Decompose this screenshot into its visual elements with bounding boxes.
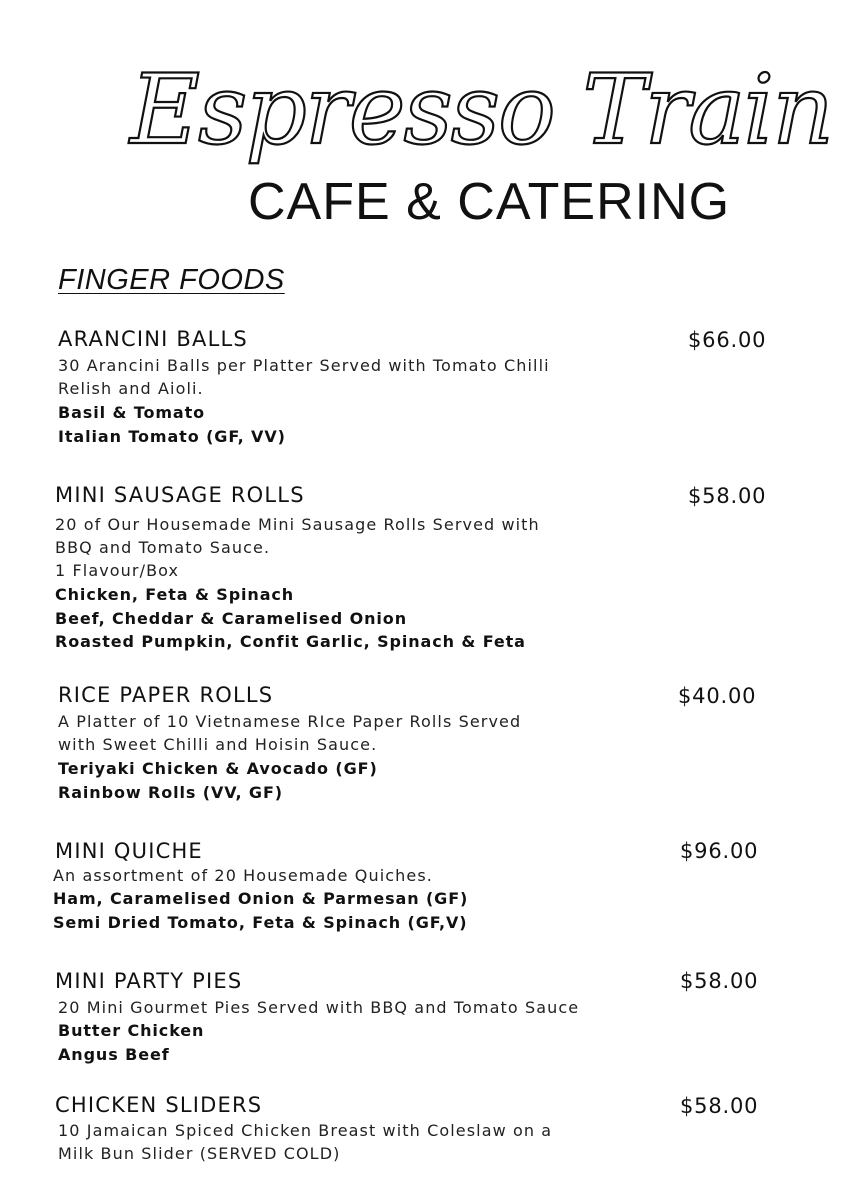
item-description xyxy=(53,864,433,887)
description-line: 20 Mini Gourmet Pies Served with BBQ and Tomato Sauce xyxy=(58,998,580,1017)
option: Roasted Pumpkin, Confit Garlic, Spinach & Feta xyxy=(55,632,526,651)
item-name: MINI QUICHE xyxy=(55,839,203,863)
item-description xyxy=(55,513,540,582)
item-price: $66.00 xyxy=(688,328,767,352)
option: Chicken, Feta & Spinach xyxy=(55,585,295,604)
logo-script-svg xyxy=(120,38,833,188)
subtitle: CAFE & CATERING xyxy=(248,173,731,231)
item-description xyxy=(58,996,579,1019)
item-name: CHICKEN SLIDERS xyxy=(55,1093,263,1117)
logo-script-title xyxy=(120,38,833,188)
item-price: $58.00 xyxy=(680,969,759,993)
item-options xyxy=(53,887,468,934)
item-price: $96.00 xyxy=(680,839,759,863)
description-line: 30 Arancini Balls per Platter Served with Tomato Chilli xyxy=(58,356,550,375)
item-name: MINI PARTY PIES xyxy=(55,969,243,993)
description-line: Milk Bun Slider (SERVED COLD) xyxy=(58,1144,341,1163)
option: Basil & Tomato xyxy=(58,403,206,422)
item-options xyxy=(58,757,378,804)
description-line: BBQ and Tomato Sauce. xyxy=(55,538,271,557)
item-name: MINI SAUSAGE ROLLS xyxy=(55,483,305,507)
item-price: $58.00 xyxy=(688,484,767,508)
option: Angus Beef xyxy=(58,1044,170,1064)
option: Butter Chicken xyxy=(58,1021,205,1040)
description-line: with Sweet Chilli and Hoisin Sauce. xyxy=(58,735,378,754)
item-price: $58.00 xyxy=(680,1094,759,1118)
item-options xyxy=(55,583,526,654)
item-name: RICE PAPER ROLLS xyxy=(58,683,274,707)
item-price: $40.00 xyxy=(678,684,757,708)
option: Beef, Cheddar & Caramelised Onion xyxy=(55,608,407,628)
logo-script-text: Espresso Train xyxy=(130,54,833,166)
item-description xyxy=(58,354,550,400)
section-title: FINGER FOODS xyxy=(58,264,285,296)
item-name: ARANCINI BALLS xyxy=(58,327,248,351)
option: Teriyaki Chicken & Avocado (GF) xyxy=(58,759,378,778)
description-line: 1 Flavour/Box xyxy=(55,561,180,580)
option: Rainbow Rolls (VV, GF) xyxy=(58,782,284,802)
item-description xyxy=(58,710,521,756)
option: Ham, Caramelised Onion & Parmesan (GF) xyxy=(53,889,469,908)
description-line: A Platter of 10 Vietnamese RIce Paper Rolls Served xyxy=(58,712,522,731)
item-options xyxy=(58,1019,204,1066)
item-options xyxy=(58,401,286,448)
option: Italian Tomato (GF, VV) xyxy=(58,426,286,446)
item-description xyxy=(58,1119,552,1165)
option: Semi Dried Tomato, Feta & Spinach (GF,V) xyxy=(53,912,468,932)
description-line: An assortment of 20 Housemade Quiches. xyxy=(53,866,433,885)
description-line: Relish and Aioli. xyxy=(58,379,204,398)
description-line: 20 of Our Housemade Mini Sausage Rolls Served with xyxy=(55,515,540,534)
description-line: 10 Jamaican Spiced Chicken Breast with Coleslaw on a xyxy=(58,1121,553,1140)
